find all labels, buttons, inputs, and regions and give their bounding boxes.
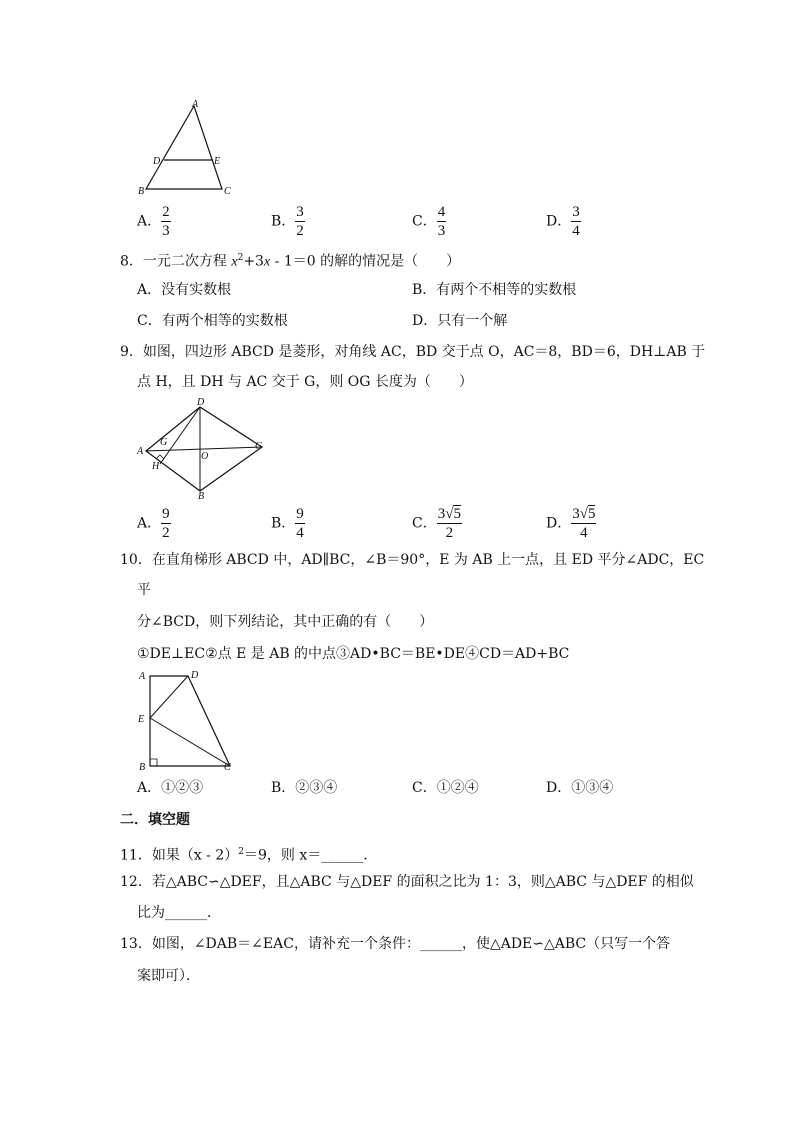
q7-option-c-label: C． bbox=[412, 213, 437, 230]
q10-option-d[interactable] bbox=[546, 778, 613, 798]
q10-figure bbox=[136, 666, 240, 774]
q10-stem-line3: 分∠BCD，则下列结论，其中正确的有（ ） bbox=[137, 614, 434, 630]
q10-line1: 在直角梯形 ABCD 中，AD∥BC，∠B＝90°，E 为 AB 上一点，且 ED 平分∠ADC，EC bbox=[151, 552, 705, 568]
q7-option-c-num: 4 bbox=[437, 204, 446, 220]
q11 bbox=[120, 842, 377, 866]
q9-option-d[interactable] bbox=[546, 506, 596, 541]
q13-number: 13． bbox=[120, 936, 152, 952]
q13-line1 bbox=[120, 934, 670, 954]
q7-option-a[interactable] bbox=[137, 204, 171, 239]
q8-var-x2: x bbox=[263, 254, 271, 270]
q7-option-a-label: A． bbox=[137, 213, 162, 230]
section-title-fill-blank: 二．填空题 bbox=[120, 812, 190, 828]
q8-option-d-label: D． bbox=[412, 313, 438, 329]
q7-option-a-fraction bbox=[161, 204, 171, 239]
q7-option-b-num: 3 bbox=[296, 204, 304, 220]
q11-sup: 2 bbox=[238, 847, 244, 857]
q12-number: 12． bbox=[120, 874, 152, 890]
q9-option-d-num bbox=[571, 506, 596, 524]
q9-label-h: H bbox=[152, 461, 160, 472]
q11-part-b: ＝9，则 x＝______． bbox=[244, 847, 378, 864]
q10-option-b-label: B． bbox=[271, 780, 296, 796]
q7-option-d-den: 4 bbox=[572, 223, 580, 239]
q7-label-b: B bbox=[138, 186, 145, 197]
q10-label-a: A bbox=[139, 671, 146, 682]
q9-option-a-den: 2 bbox=[162, 525, 170, 541]
q8-option-a-label: A． bbox=[137, 282, 162, 298]
q10-label-b: B bbox=[139, 762, 146, 773]
q9-option-a-fraction bbox=[161, 506, 171, 541]
q8-var-x: x bbox=[231, 254, 238, 270]
q7-label-c: C bbox=[224, 186, 231, 197]
q13-line2: 案即可）． bbox=[137, 968, 200, 984]
q7-option-c[interactable] bbox=[412, 204, 446, 239]
q11-part-a: 如果（x - 2） bbox=[151, 847, 239, 864]
q8-option-d-text: 只有一个解 bbox=[437, 313, 508, 329]
q10-option-b-text: ②③④ bbox=[295, 780, 338, 796]
q10-label-e: E bbox=[138, 714, 145, 725]
q10-option-a-text: ①②③ bbox=[161, 780, 204, 796]
q12-line1-text: 若△ABC∽△DEF，且△ABC 与△DEF 的面积之比为 1：3，则△ABC 与△DEF 的相似 bbox=[151, 874, 694, 890]
q7-label-d: D bbox=[153, 156, 161, 167]
q10-label-c: C bbox=[224, 762, 231, 773]
q9-option-b[interactable] bbox=[271, 506, 305, 541]
q9-option-d-label: D． bbox=[546, 515, 572, 532]
q7-option-c-fraction bbox=[437, 204, 447, 239]
q7-option-b-fraction bbox=[295, 204, 305, 239]
q9-option-a-num: 9 bbox=[162, 506, 170, 522]
q10-option-d-label: D． bbox=[546, 780, 572, 796]
q7-option-c-den: 3 bbox=[437, 223, 446, 239]
q7-option-a-den: 3 bbox=[162, 223, 170, 239]
q9-option-a[interactable] bbox=[137, 506, 171, 541]
q7-figure bbox=[136, 98, 236, 198]
q8-option-c[interactable] bbox=[137, 311, 288, 331]
q9-label-a: A bbox=[137, 446, 144, 457]
q9-option-d-den: 4 bbox=[580, 525, 588, 541]
q7-label-a: A bbox=[192, 99, 199, 110]
q12-line1 bbox=[120, 872, 694, 892]
q7-option-d-label: D． bbox=[546, 213, 572, 230]
q7-option-d[interactable] bbox=[546, 204, 581, 239]
q9-option-d-fraction bbox=[571, 506, 596, 541]
q8-number: 8． bbox=[120, 253, 143, 270]
q9-option-c-radical-icon: √ bbox=[445, 506, 454, 522]
q7-option-d-fraction bbox=[571, 204, 581, 239]
q9-option-c-coef: 3 bbox=[437, 506, 446, 522]
q9-right-angle-mark bbox=[156, 455, 164, 459]
q8-option-b[interactable] bbox=[412, 280, 576, 300]
q9-option-c-num bbox=[437, 506, 462, 524]
q8-option-a[interactable] bbox=[137, 280, 231, 300]
q10-option-c-label: C． bbox=[412, 780, 437, 796]
q9-option-c-fraction bbox=[437, 506, 462, 541]
q10-stem-line2: 平 bbox=[137, 582, 151, 598]
q8-option-c-label: C． bbox=[137, 313, 162, 329]
q8-option-a-text: 没有实数根 bbox=[161, 282, 232, 298]
q9-option-d-coef: 3 bbox=[572, 506, 580, 522]
q10-option-c[interactable] bbox=[412, 778, 479, 798]
q9-option-b-fraction bbox=[295, 506, 305, 541]
q9-number: 9． bbox=[120, 344, 143, 360]
q8-option-d[interactable] bbox=[412, 311, 507, 331]
q9-figure bbox=[136, 395, 272, 501]
q12-line2: 比为______． bbox=[137, 905, 221, 921]
q10-option-b[interactable] bbox=[271, 778, 337, 798]
q10-segment-ec bbox=[150, 718, 230, 766]
q10-statements: ①DE⊥EC②点 E 是 AB 的中点③AD•BC＝BE•DE④CD＝AD+BC bbox=[137, 646, 570, 662]
q7-option-b-den: 2 bbox=[296, 223, 304, 239]
q8-sup: 2 bbox=[237, 253, 244, 263]
q8-option-c-text: 有两个相等的实数根 bbox=[161, 313, 288, 329]
q10-option-c-text: ①②④ bbox=[436, 780, 479, 796]
q10-label-d: D bbox=[191, 670, 199, 681]
q10-segment-ed bbox=[150, 676, 188, 718]
q9-label-c: C bbox=[255, 441, 262, 452]
q7-label-e: E bbox=[214, 156, 221, 167]
q8-option-b-label: B． bbox=[412, 282, 437, 298]
q13-line1-text: 如图，∠DAB＝∠EAC，请补充一个条件：______，使△ADE∽△ABC（只写一个答 bbox=[151, 936, 671, 952]
q9-option-d-radicand: 5 bbox=[587, 506, 596, 522]
q9-option-c-label: C． bbox=[412, 515, 437, 532]
q9-option-c[interactable] bbox=[412, 506, 462, 541]
q9-label-g: G bbox=[160, 437, 168, 448]
q9-label-d: D bbox=[197, 397, 205, 408]
q11-number: 11． bbox=[120, 847, 152, 864]
q9-option-c-radicand: 5 bbox=[453, 506, 461, 522]
q7-option-d-num: 3 bbox=[572, 204, 580, 220]
q7-option-b-label: B． bbox=[271, 213, 296, 230]
q7-option-b[interactable] bbox=[271, 204, 305, 239]
q9-option-b-label: B． bbox=[271, 515, 296, 532]
q10-right-angle-mark bbox=[150, 759, 157, 766]
q10-trapezoid bbox=[150, 676, 230, 766]
q10-option-d-text: ①③④ bbox=[571, 780, 614, 796]
q10-number: 10． bbox=[120, 552, 152, 568]
q7-option-a-num: 2 bbox=[162, 204, 170, 220]
q9-label-b: B bbox=[198, 491, 205, 501]
q9-option-a-label: A． bbox=[137, 515, 162, 532]
q9-option-b-den: 4 bbox=[296, 525, 304, 541]
q9-stem-line1 bbox=[120, 342, 705, 362]
q8-stem-c: - 1＝0 的解的情况是（ ） bbox=[270, 253, 461, 270]
q8-stem-b: +3 bbox=[243, 253, 264, 270]
q9-segment-dh bbox=[160, 407, 200, 464]
q8-option-b-text: 有两个不相等的实数根 bbox=[436, 282, 577, 298]
q8-stem-a: 一元二次方程 bbox=[142, 253, 232, 270]
q9-line1: 如图，四边形 ABCD 是菱形，对角线 AC，BD 交于点 O，AC＝8，BD＝6，DH⊥AB 于 bbox=[142, 344, 706, 360]
q7-triangle bbox=[146, 106, 222, 189]
q9-option-d-radical-icon: √ bbox=[579, 506, 588, 522]
q9-option-b-num: 9 bbox=[296, 506, 304, 522]
q10-option-a[interactable] bbox=[137, 778, 203, 798]
q10-option-a-label: A． bbox=[137, 780, 162, 796]
q9-label-o: O bbox=[201, 451, 209, 462]
q9-stem-line2: 点 H，且 DH 与 AC 交于 G，则 OG 长度为（ ） bbox=[137, 374, 473, 390]
q9-option-c-den: 2 bbox=[445, 525, 454, 541]
q10-stem-line1 bbox=[120, 550, 704, 570]
q8-stem bbox=[120, 248, 460, 273]
